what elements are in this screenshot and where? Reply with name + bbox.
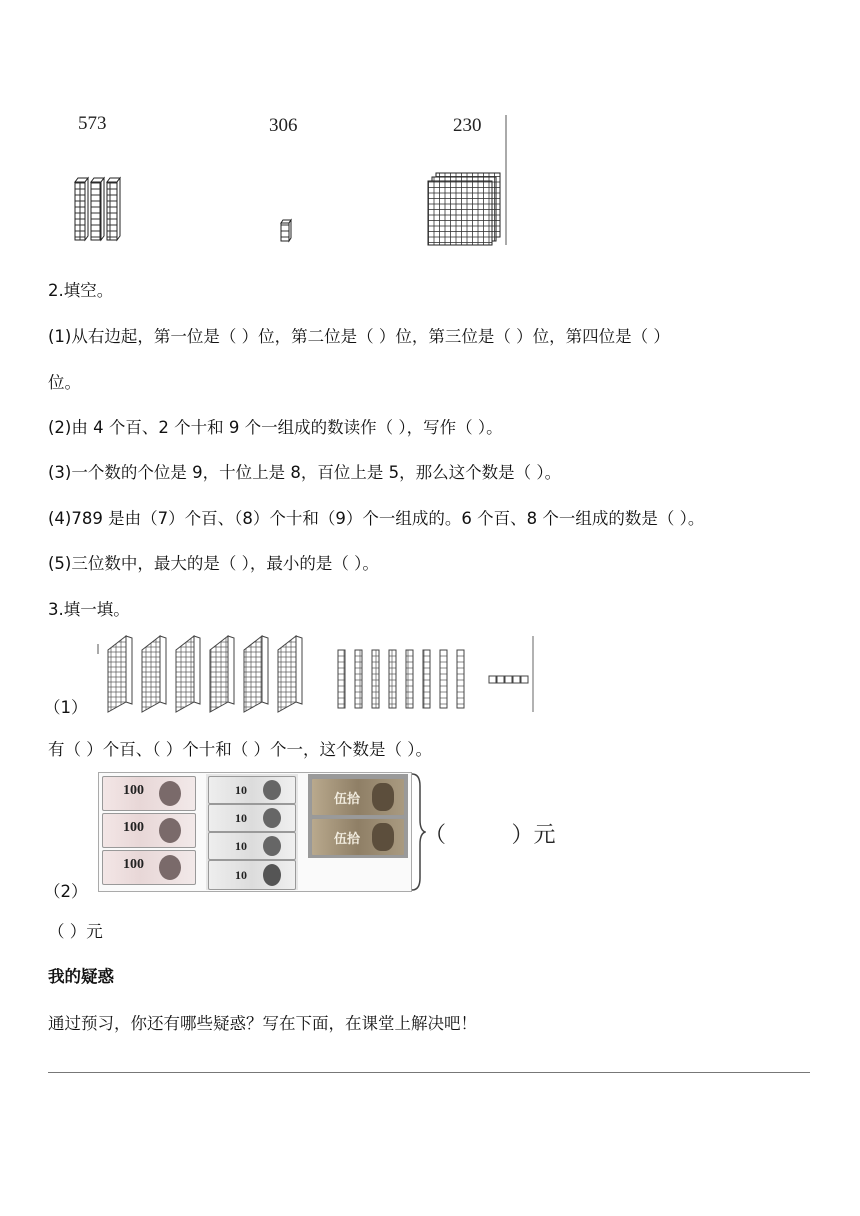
portrait-icon xyxy=(263,864,281,886)
hundred-yuan-note xyxy=(102,850,196,885)
ten-yuan-note xyxy=(208,860,296,890)
money-answer-blank: （ ）元 xyxy=(424,822,556,847)
hundred-flat xyxy=(142,636,166,712)
bill-value: 10 xyxy=(235,783,247,797)
blocks-drawing xyxy=(60,105,510,250)
ten-yuan-note xyxy=(208,832,296,860)
ten-rod xyxy=(75,178,88,240)
portrait-icon xyxy=(263,780,281,800)
bill-value: 10 xyxy=(235,839,247,853)
question-text: 位。 xyxy=(48,373,81,392)
writing-line xyxy=(48,1072,810,1073)
hundred-flat xyxy=(278,636,302,712)
portrait-icon xyxy=(372,783,394,811)
money-figure xyxy=(98,772,568,894)
bill-value: 100 xyxy=(123,783,144,798)
question-text: (1)从右边起，第一位是（ ）位，第二位是（ ）位，第三位是（ ）位，第四位是（ ） xyxy=(48,327,670,346)
question-text: 有（ ）个百、（ ）个十和（ ）个一，这个数是（ ）。 xyxy=(48,740,432,759)
portrait-icon xyxy=(263,808,281,828)
ten-rod xyxy=(107,178,120,240)
ten-yuan-stack xyxy=(206,774,298,890)
ten-rod xyxy=(91,178,104,240)
section-heading: 3.填一填。 xyxy=(48,600,130,619)
number-label: 573 xyxy=(78,113,107,134)
item-label: （1） xyxy=(44,698,88,717)
hundred-flat xyxy=(176,636,200,712)
fifty-yuan-panel xyxy=(308,774,408,858)
portrait-icon xyxy=(159,855,181,880)
unit-cubes xyxy=(281,220,291,241)
question-text: (5)三位数中，最大的是（ ），最小的是（ ）。 xyxy=(48,554,379,573)
ten-rods xyxy=(338,650,464,708)
fifty-yuan-note xyxy=(311,818,405,856)
blocks-figure xyxy=(60,105,510,250)
bill-value: 伍拾 xyxy=(334,791,361,806)
ten-yuan-note xyxy=(208,804,296,832)
number-label: 230 xyxy=(453,115,482,136)
item-label: （2） xyxy=(44,882,88,901)
portrait-icon xyxy=(372,823,394,851)
bill-value: 100 xyxy=(123,820,144,835)
portrait-icon xyxy=(159,818,181,843)
bill-value: 100 xyxy=(123,857,144,872)
hundred-flat xyxy=(210,636,234,712)
hundred-yuan-note xyxy=(102,776,196,811)
number-label: 306 xyxy=(269,115,298,136)
question-text: (4)789 是由（7）个百、（8）个十和（9）个一组成的。6 个百、8 个一组成的数是（ ）。 xyxy=(48,509,705,528)
hundred-yuan-note xyxy=(102,813,196,848)
portrait-icon xyxy=(263,836,281,856)
ten-yuan-note xyxy=(208,776,296,804)
hundred-flats xyxy=(428,173,500,245)
fifty-yuan-note xyxy=(311,778,405,816)
portrait-icon xyxy=(159,781,181,806)
bill-value: 伍拾 xyxy=(334,831,361,846)
bill-value: 10 xyxy=(235,811,247,825)
section-heading: 我的疑惑 xyxy=(48,967,114,986)
question-text: (2)由 4 个百、2 个十和 9 个一组成的数读作（ ），写作（ ）。 xyxy=(48,418,503,437)
unit-cubes xyxy=(489,676,528,683)
paragraph: 通过预习，你还有哪些疑惑？写在下面，在课堂上解决吧！ xyxy=(48,1014,477,1033)
section-heading: 2.填空。 xyxy=(48,281,114,300)
blocks-figure-2 xyxy=(96,632,536,714)
answer-line: （ ）元 xyxy=(48,922,103,941)
question-text: (3)一个数的个位是 9，十位上是 8，百位上是 5，那么这个数是（ ）。 xyxy=(48,463,562,482)
hundred-flat xyxy=(244,636,268,712)
bill-value: 10 xyxy=(235,868,247,882)
hundred-flat xyxy=(108,636,132,712)
